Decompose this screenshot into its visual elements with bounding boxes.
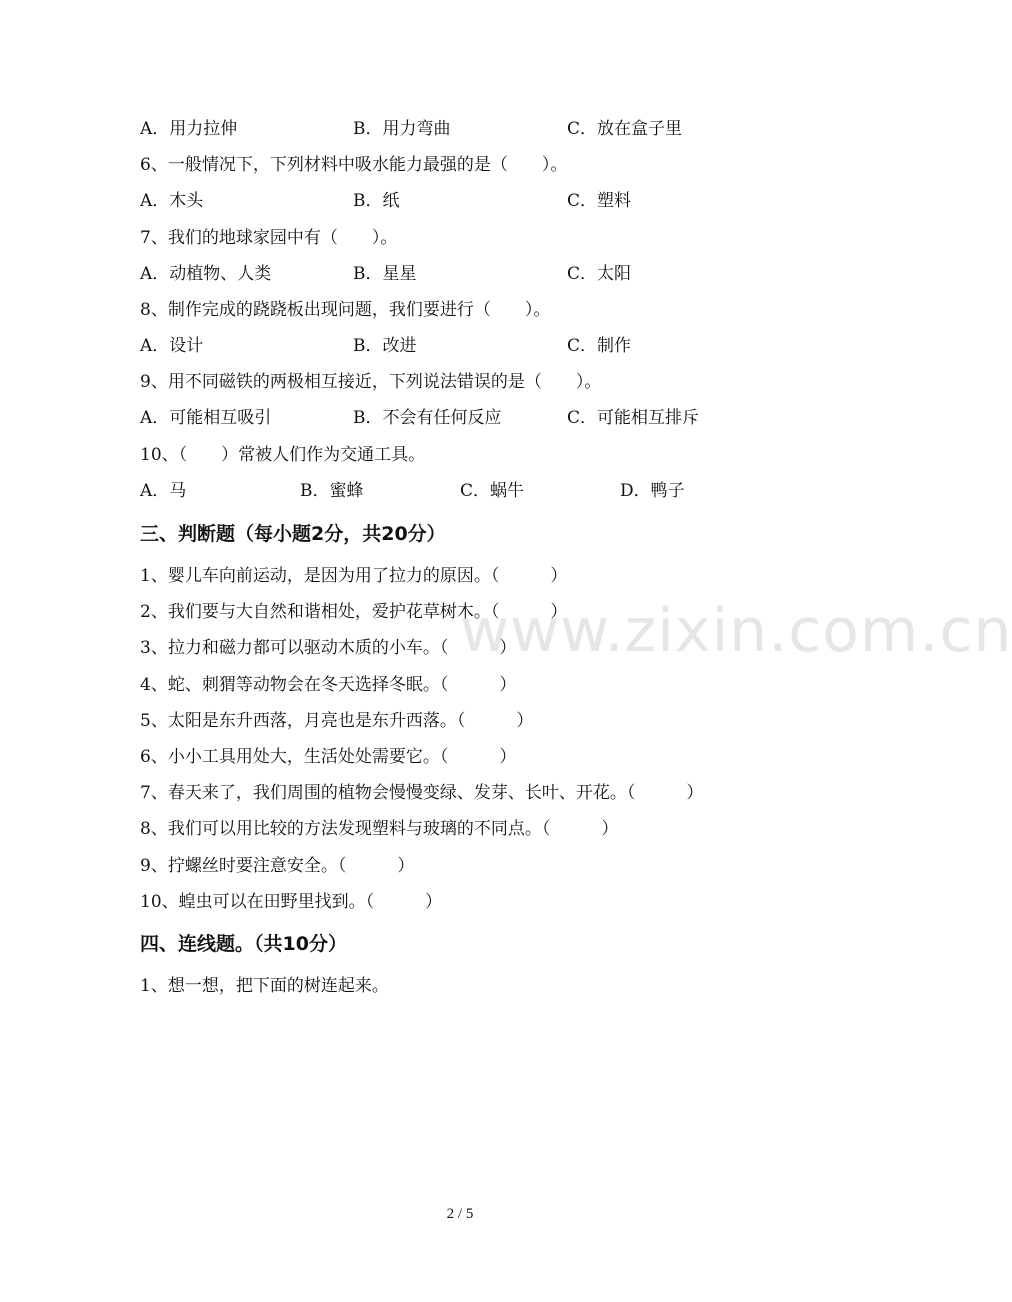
q7-option-a: A．动植物、人类 [140, 264, 272, 284]
q6-option-c: C．塑料 [567, 191, 632, 211]
judge-item-9: 9、拧螺丝时要注意安全。（ ） [140, 856, 415, 876]
q7-option-b: B．星星 [353, 264, 417, 284]
q10-option-d: D．鸭子 [620, 481, 685, 501]
judge-item-2: 2、我们要与大自然和谐相处，爱护花草树木。（ ） [140, 602, 568, 622]
q10-option-a: A．马 [140, 481, 187, 501]
judge-item-1: 1、婴儿车向前运动，是因为用了拉力的原因。（ ） [140, 566, 568, 586]
judge-item-5: 5、太阳是东升西落，月亮也是东升西落。（ ） [140, 711, 534, 731]
q10-option-c: C．蜗牛 [460, 481, 525, 501]
question-7: 7、我们的地球家园中有（ ）。 [140, 228, 398, 248]
judge-item-6: 6、小小工具用处大，生活处处需要它。（ ） [140, 747, 517, 767]
question-9: 9、用不同磁铁的两极相互接近，下列说法错误的是（ ）。 [140, 372, 602, 392]
judge-item-4: 4、蛇、刺猬等动物会在冬天选择冬眠。（ ） [140, 675, 517, 695]
q6-option-a: A．木头 [140, 191, 204, 211]
q5-option-a: A．用力拉伸 [140, 119, 238, 139]
question-10: 10、（ ）常被人们作为交通工具。 [140, 445, 426, 465]
q5-option-b: B．用力弯曲 [353, 119, 451, 139]
judge-item-7: 7、春天来了，我们周围的植物会慢慢变绿、发芽、长叶、开花。（ ） [140, 783, 704, 803]
section-3-heading: 三、判断题（每小题2分，共20分） [140, 523, 446, 545]
q9-option-c: C．可能相互排斥 [567, 408, 700, 428]
matching-item-1: 1、想一想，把下面的树连起来。 [140, 976, 389, 996]
judge-item-8: 8、我们可以用比较的方法发现塑料与玻璃的不同点。（ ） [140, 819, 619, 839]
section-4-heading: 四、连线题。（共10分） [140, 933, 347, 955]
watermark: www.zixin.com.cn [460, 596, 1012, 666]
question-8: 8、制作完成的跷跷板出现问题，我们要进行（ ）。 [140, 300, 551, 320]
judge-item-10: 10、蝗虫可以在田野里找到。（ ） [140, 892, 443, 912]
judge-item-3: 3、拉力和磁力都可以驱动木质的小车。（ ） [140, 638, 517, 658]
q8-option-a: A．设计 [140, 336, 204, 356]
q8-option-b: B．改进 [353, 336, 417, 356]
question-6: 6、一般情况下，下列材料中吸水能力最强的是（ ）。 [140, 155, 568, 175]
q5-option-c: C．放在盒子里 [567, 119, 683, 139]
q9-option-a: A．可能相互吸引 [140, 408, 272, 428]
q10-option-b: B．蜜蜂 [300, 481, 364, 501]
q9-option-b: B．不会有任何反应 [353, 408, 502, 428]
q6-option-b: B．纸 [353, 191, 400, 211]
page-number: 2 / 5 [446, 1206, 474, 1222]
q7-option-c: C．太阳 [567, 264, 632, 284]
q8-option-c: C．制作 [567, 336, 632, 356]
